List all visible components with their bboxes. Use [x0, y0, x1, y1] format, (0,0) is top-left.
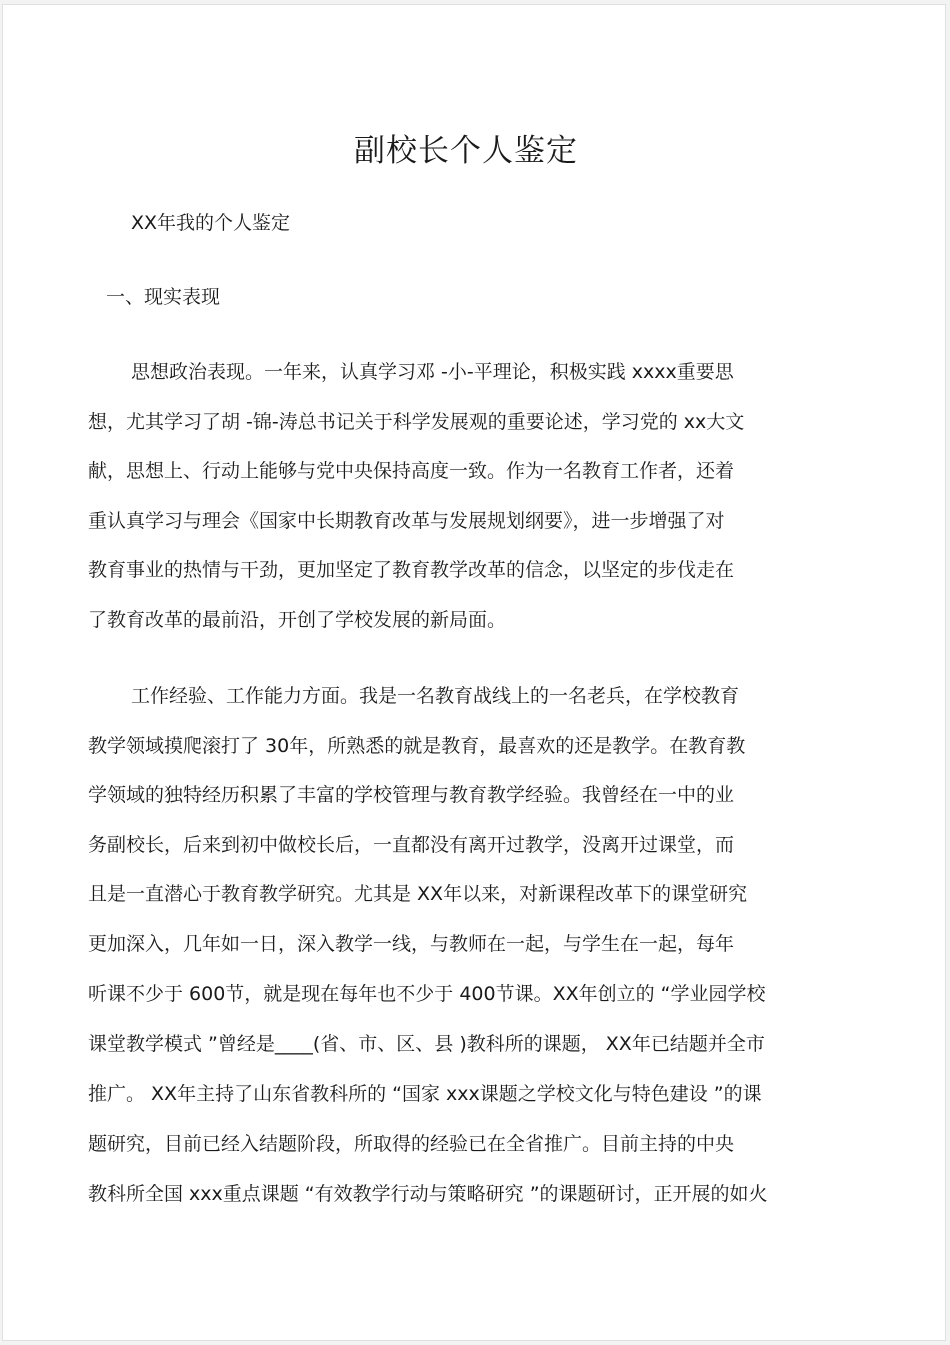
paragraph-line: 工作经验、工作能力方面。我是一名教育战线上的一名老兵，在学校教育 — [131, 685, 740, 707]
document-page — [2, 4, 946, 1341]
paragraph-line: 听课不少于 600节，就是现在每年也不少于 400节课。XX年创立的 “学业园学校 — [88, 983, 766, 1005]
paragraph-line: 务副校长，后来到初中做校长后，一直都没有离开过教学，没离开过课堂，而 — [88, 834, 735, 856]
paragraph-line: 课堂教学模式 ”曾经是____(省、市、区、县 )教科所的课题， XX年已结题并全市 — [88, 1033, 765, 1055]
paragraph-line: 更加深入，几年如一日，深入教学一线，与教师在一起，与学生在一起，每年 — [88, 933, 735, 955]
paragraph-line: 学领域的独特经历积累了丰富的学校管理与教育教学经验。我曾经在一中的业 — [88, 784, 735, 806]
paragraph-line: 思想政治表现。一年来，认真学习邓 -小-平理论，积极实践 xxxx重要思 — [131, 361, 734, 383]
paragraph-line: 想，尤其学习了胡 -锦-涛总书记关于科学发展观的重要论述，学习党的 xx大文 — [88, 411, 745, 433]
paragraph-line: 献，思想上、行动上能够与党中央保持高度一致。作为一名教育工作者，还着 — [88, 460, 735, 482]
paragraph-line: 教学领域摸爬滚打了 30年，所熟悉的就是教育，最喜欢的还是教学。在教育教 — [88, 735, 746, 757]
paragraph-line: 题研究，目前已经入结题阶段，所取得的经验已在全省推广。目前主持的中央 — [88, 1133, 735, 1155]
document-title: 副校长个人鉴定 — [354, 133, 578, 169]
paragraph-line: 且是一直潜心于教育教学研究。尤其是 XX年以来，对新课程改革下的课堂研究 — [88, 883, 748, 905]
paragraph-line: 了教育改革的最前沿，开创了学校发展的新局面。 — [88, 609, 507, 631]
paragraph-line: 推广。 XX年主持了山东省教科所的 “国家 xxx课题之学校文化与特色建设 ”的课 — [88, 1083, 762, 1105]
section-heading: 一、现实表现 — [106, 286, 221, 308]
paragraph-line: 教育事业的热情与干劲，更加坚定了教育教学改革的信念，以坚定的步伐走在 — [88, 559, 735, 581]
document-subtitle: XX年我的个人鉴定 — [131, 212, 291, 234]
paragraph-line: 教科所全国 xxx重点课题 “有效教学行动与策略研究 ”的课题研讨，正开展的如火 — [88, 1183, 768, 1205]
paragraph-line: 重认真学习与理会《国家中长期教育改革与发展规划纲要》，进一步增强了对 — [88, 510, 725, 532]
